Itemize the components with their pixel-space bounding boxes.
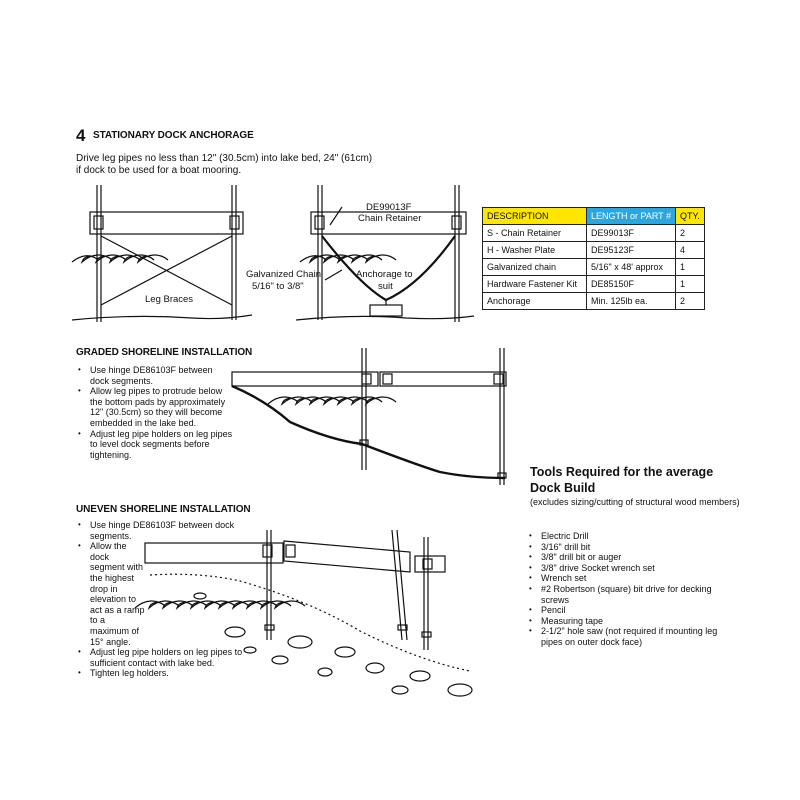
table-row: [483, 259, 705, 276]
label-chain-retainer: Chain Retainer: [358, 213, 422, 224]
cell-qty: 1: [676, 259, 705, 276]
list-item: • Use hinge DE86103F between dock segments.: [76, 365, 234, 386]
list-item: • Measuring tape: [527, 616, 727, 627]
list-item: • #2 Robertson (square) bit drive for decking screws: [527, 584, 727, 605]
label-galvanized-chain-2: 5/16" to 3/8": [252, 281, 304, 292]
label-anchorage-1: Anchorage to: [356, 269, 413, 280]
parts-table-header: [483, 208, 705, 225]
uneven-section-title: UNEVEN SHORELINE INSTALLATION: [76, 504, 251, 515]
graded-shoreline-diagram: [232, 348, 506, 485]
cell-description: Galvanized chain: [483, 259, 587, 276]
list-item: • 3/16" drill bit: [527, 542, 727, 553]
cell-description: H - Washer Plate: [483, 242, 587, 259]
header-qty: QTY.: [676, 208, 705, 225]
cell-description: Anchorage: [483, 293, 587, 310]
table-row: [483, 293, 705, 310]
graded-section-title: GRADED SHORELINE INSTALLATION: [76, 347, 253, 358]
intro-line-1: Drive leg pipes no less than 12" (30.5cm) into lake bed, 24" (61cm): [76, 153, 373, 164]
list-item: • Use hinge DE86103F between dock segments.: [76, 520, 266, 541]
cell-qty: 4: [676, 242, 705, 259]
cell-part: DE99013F: [587, 225, 676, 242]
list-item: • Adjust leg pipe holders on leg pipes to sufficient contact with lake bed.: [76, 647, 260, 668]
step-number: 4: [76, 126, 86, 145]
list-item: • Wrench set: [527, 573, 727, 584]
tools-title-line-1: Tools Required for the average: [530, 465, 714, 479]
tools-title: [530, 464, 730, 496]
label-anchorage-2: suit: [378, 281, 393, 292]
cell-description: S - Chain Retainer: [483, 225, 587, 242]
header-length-part: LENGTH or PART #: [587, 208, 676, 225]
tools-list: [527, 531, 727, 648]
uneven-bullet-list: [76, 520, 266, 679]
cell-description: Hardware Fastener Kit: [483, 276, 587, 293]
list-item: • 3/8" drill bit or auger: [527, 552, 727, 563]
table-row: [483, 242, 705, 259]
step-title: STATIONARY DOCK ANCHORAGE: [93, 130, 254, 141]
parts-table: [482, 207, 705, 310]
list-item: • 2-1/2" hole saw (not required if mounting leg pipes on outer dock face): [527, 626, 727, 647]
cell-qty: 1: [676, 276, 705, 293]
graded-bullet-list: [76, 365, 234, 460]
list-item: • Allow the dock segment with the highest drop in elevation to act as a ramp to a maximum of 15° angle.: [76, 541, 146, 647]
intro-line-2: if dock to be used for a boat mooring.: [76, 165, 242, 176]
list-item: • 3/8" drive Socket wrench set: [527, 563, 727, 574]
tools-title-line-2: Dock Build: [530, 481, 596, 495]
header-description: DESCRIPTION: [483, 208, 587, 225]
cell-part: DE85150F: [587, 276, 676, 293]
cell-part: Min. 125lb ea.: [587, 293, 676, 310]
cell-qty: 2: [676, 293, 705, 310]
list-item: • Allow leg pipes to protrude below the bottom pads by approximately 12" (30.5cm) so they will become embedded in the lake bed.: [76, 386, 234, 428]
label-part-no: DE99013F: [366, 202, 412, 213]
table-row: [483, 276, 705, 293]
list-item: • Tighten leg holders.: [76, 668, 266, 679]
label-galvanized-chain-1: Galvanized Chain: [246, 269, 321, 280]
table-row: [483, 225, 705, 242]
tools-subtitle: (excludes sizing/cutting of structural wood members): [530, 497, 740, 507]
list-item: • Adjust leg pipe holders on leg pipes to level dock segments before tightening.: [76, 429, 234, 461]
list-item: • Pencil: [527, 605, 727, 616]
label-leg-braces: Leg Braces: [145, 294, 194, 305]
cell-qty: 2: [676, 225, 705, 242]
list-item: • Electric Drill: [527, 531, 727, 542]
cell-part: DE95123F: [587, 242, 676, 259]
cell-part: 5/16" x 48' approx: [587, 259, 676, 276]
